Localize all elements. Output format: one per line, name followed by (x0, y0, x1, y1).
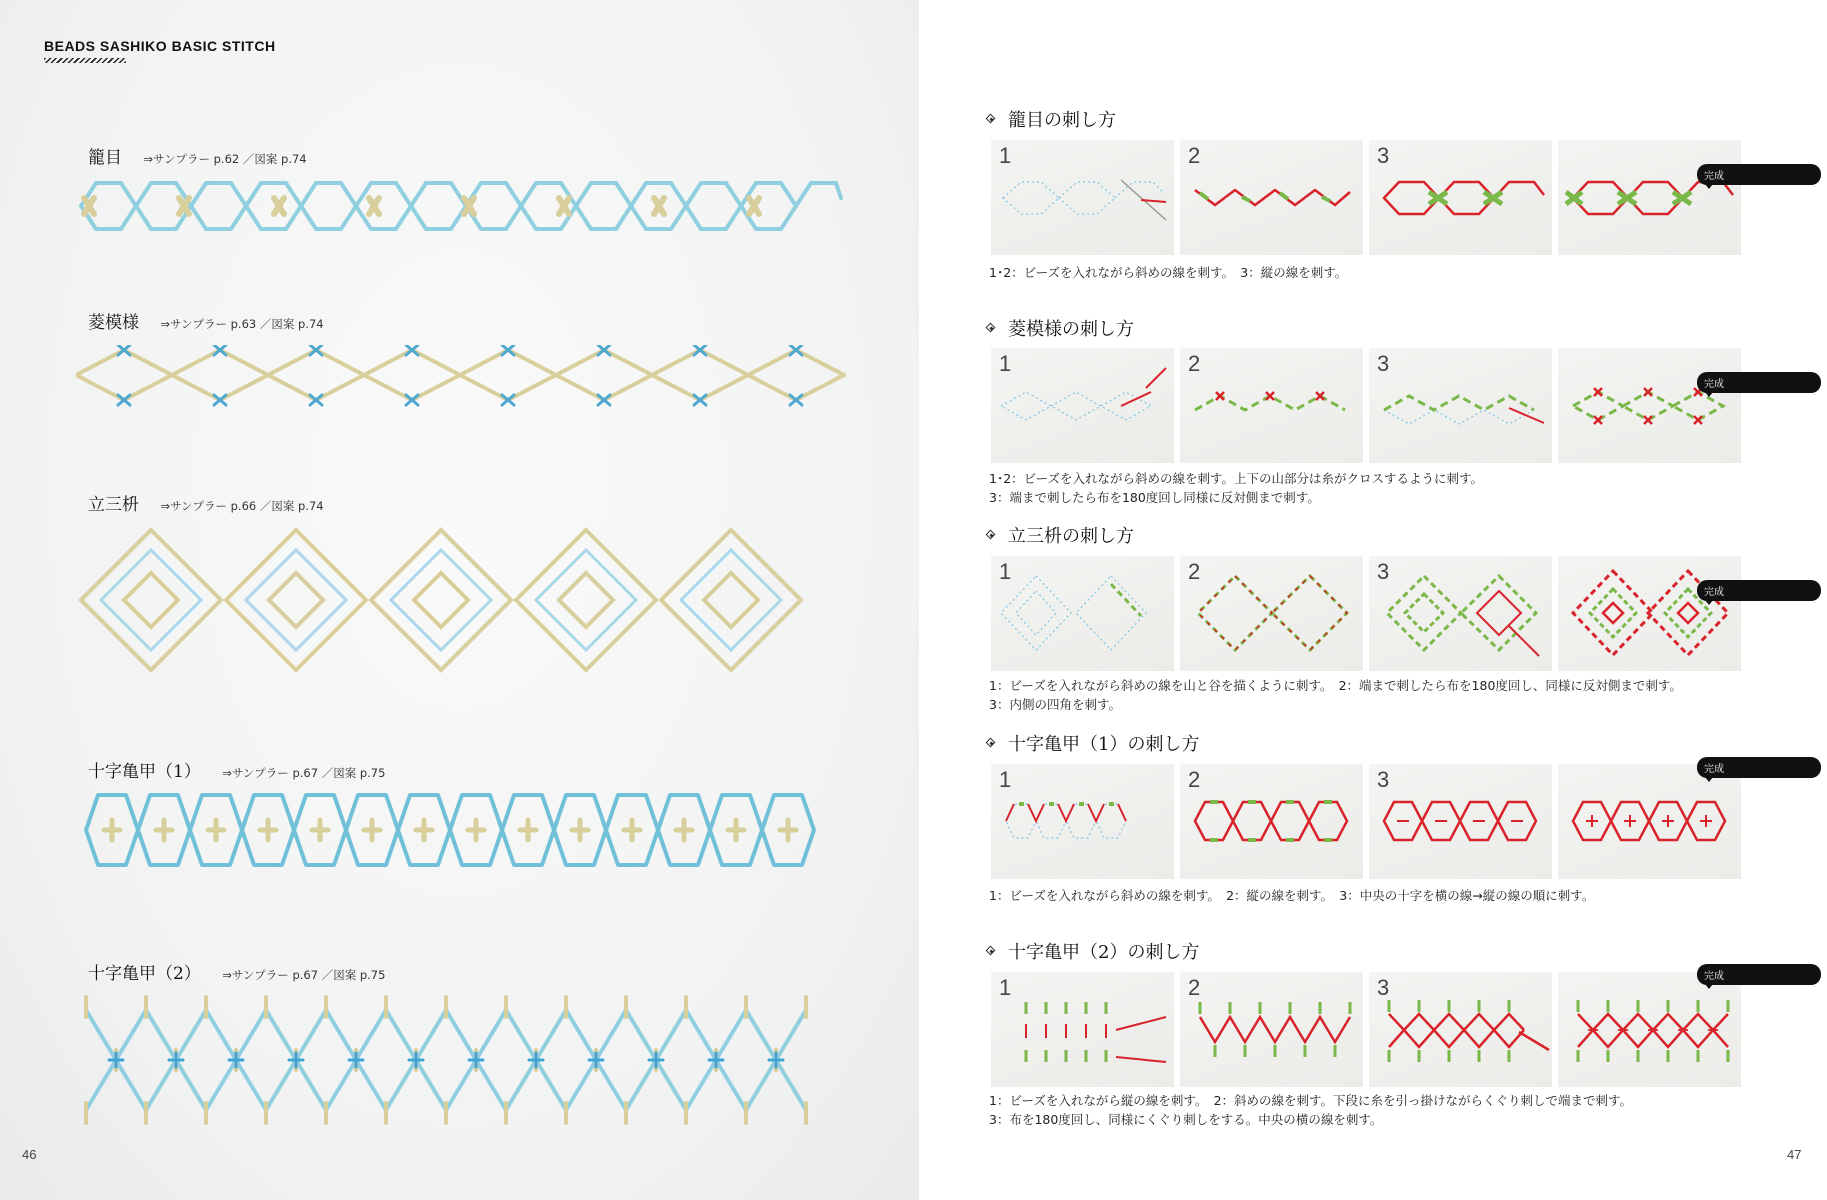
hishi-pattern-svg (76, 345, 846, 415)
step-photo-done (1558, 556, 1741, 671)
step-photo-2 (1180, 972, 1363, 1087)
caption-line: 1：ビーズを入れながら縦の線を刺す。 2：斜めの線を刺す。下段に糸を引っ掛けながらくぐり刺しで端まで刺す。 (989, 1093, 1633, 1108)
step-photo-3 (1369, 556, 1552, 671)
step-photo-1 (991, 556, 1174, 671)
step-number: 3 (1377, 767, 1390, 792)
done-badge: 完成 (1697, 964, 1821, 985)
step-number: 2 (1188, 559, 1201, 584)
steps-row-juji-kikko-2 (991, 972, 1741, 1087)
step-number: 1 (999, 975, 1012, 1000)
section-title-text: 立三枡の刺し方 (1008, 526, 1134, 547)
step-number: 1 (999, 351, 1012, 376)
step-number: 1 (999, 559, 1012, 584)
step-number: 1 (999, 767, 1012, 792)
caption-juji-kikko-2 (989, 1091, 1632, 1129)
done-badge: 完成 (1697, 164, 1821, 185)
step-number: 3 (1377, 975, 1390, 1000)
caption-line: 3：内側の四角を刺す。 (989, 697, 1121, 712)
page-number-right: 47 (1787, 1147, 1802, 1162)
pattern-title-text: 十字亀甲（1） (88, 762, 201, 782)
steps-row-tatesanmasu (991, 556, 1741, 671)
step-number: 2 (1188, 767, 1201, 792)
step-photo-1 (991, 140, 1174, 255)
section-title-juji-kikko-1 (986, 730, 1199, 756)
step-photo-1 (991, 348, 1174, 463)
pattern-ref: ⇒サンプラー p.67 ／図案 p.75 (222, 766, 386, 780)
caption-line: 3：布を180度回し、同様にくぐり刺しをする。中央の横の線を刺す。 (989, 1112, 1383, 1127)
step-number: 2 (1188, 975, 1201, 1000)
section-title-juji-kikko-2 (986, 938, 1199, 964)
caption-line: 1：ビーズを入れながら斜めの線を山と谷を描くように刺す。 2：端まで刺したら布を180度回し、同様に反対側まで刺す。 (989, 678, 1682, 693)
diamond-bullet-icon (986, 323, 996, 333)
caption-line: 3：端まで刺したら布を180度回し同様に反対側まで刺す。 (989, 490, 1320, 505)
section-title-kagome (986, 106, 1116, 132)
step-photo-done (1558, 764, 1741, 879)
pattern-title-juji-kikko-2 (88, 959, 385, 984)
section-title-hishi (986, 315, 1134, 341)
pattern-ref: ⇒サンプラー p.62 ／図案 p.74 (143, 152, 307, 166)
pattern-title-hishi (88, 308, 324, 333)
step-number: 3 (1377, 559, 1390, 584)
diamond-bullet-icon (986, 946, 996, 956)
done-badge: 完成 (1697, 372, 1821, 393)
pattern-ref: ⇒サンプラー p.67 ／図案 p.75 (222, 968, 386, 982)
juji-kikko-1-pattern-svg (76, 790, 846, 870)
diamond-bullet-icon (986, 530, 996, 540)
juji-kikko-2-pattern-svg (76, 995, 846, 1125)
caption-line: 1･2：ビーズを入れながら斜めの線を刺す。 3：縦の線を刺す。 (989, 265, 1348, 280)
pattern-title-text: 菱模様 (88, 313, 139, 333)
brand-rule (44, 58, 126, 63)
caption-hishi (989, 469, 1483, 507)
pattern-title-text: 立三枡 (88, 495, 139, 515)
page-number-left: 46 (22, 1147, 37, 1162)
caption-kagome (989, 263, 1347, 282)
pattern-title-juji-kikko-1 (88, 757, 385, 782)
pattern-title-tatesanmasu (88, 490, 324, 515)
step-photo-2 (1180, 556, 1363, 671)
embroidery-strip-hishi (76, 345, 846, 415)
kagome-pattern-svg (76, 178, 846, 238)
caption-tatesanmasu (989, 676, 1682, 714)
embroidery-strip-juji-kikko-2 (76, 995, 846, 1125)
section-title-tatesanmasu (986, 522, 1134, 548)
section-title-text: 十字亀甲（1）の刺し方 (1008, 734, 1200, 755)
step-photo-3 (1369, 972, 1552, 1087)
step-number: 3 (1377, 143, 1390, 168)
section-title-text: 十字亀甲（2）の刺し方 (1008, 942, 1200, 963)
embroidery-strip-juji-kikko-1 (76, 790, 846, 870)
step-photo-3 (1369, 348, 1552, 463)
embroidery-strip-kagome (76, 178, 846, 238)
step-number: 2 (1188, 351, 1201, 376)
caption-juji-kikko-1 (989, 886, 1594, 905)
diamond-bullet-icon (986, 114, 996, 124)
step-photo-2 (1180, 348, 1363, 463)
diamond-bullet-icon (986, 738, 996, 748)
brand-header: BEADS SASHIKO BASIC STITCH (44, 38, 276, 54)
step-number: 2 (1188, 143, 1201, 168)
steps-row-kagome (991, 140, 1741, 255)
steps-row-hishi (991, 348, 1741, 463)
section-title-text: 菱模様の刺し方 (1008, 319, 1134, 340)
pattern-title-kagome (88, 143, 307, 168)
step-number: 1 (999, 143, 1012, 168)
steps-row-juji-kikko-1 (991, 764, 1741, 879)
tatesanmasu-pattern-svg (76, 525, 846, 675)
step-photo-done (1558, 348, 1741, 463)
step-photo-1 (991, 972, 1174, 1087)
done-badge: 完成 (1697, 580, 1821, 601)
step-photo-done (1558, 140, 1741, 255)
pattern-title-text: 籠目 (88, 148, 122, 168)
step-photo-2 (1180, 140, 1363, 255)
caption-line: 1･2：ビーズを入れながら斜めの線を刺す。上下の山部分は糸がクロスするように刺す。 (989, 471, 1484, 486)
step-photo-1 (991, 764, 1174, 879)
pattern-ref: ⇒サンプラー p.63 ／図案 p.74 (160, 317, 324, 331)
done-badge: 完成 (1697, 757, 1821, 778)
section-title-text: 籠目の刺し方 (1008, 110, 1116, 131)
step-photo-3 (1369, 140, 1552, 255)
embroidery-strip-tatesanmasu (76, 525, 846, 675)
caption-line: 1：ビーズを入れながら斜めの線を刺す。 2：縦の線を刺す。 3：中央の十字を横の線→縦の線の順に刺す。 (989, 888, 1595, 903)
pattern-title-text: 十字亀甲（2） (88, 964, 201, 984)
step-photo-3 (1369, 764, 1552, 879)
step-photo-2 (1180, 764, 1363, 879)
step-photo-done (1558, 972, 1741, 1087)
pattern-ref: ⇒サンプラー p.66 ／図案 p.74 (160, 499, 324, 513)
step-number: 3 (1377, 351, 1390, 376)
